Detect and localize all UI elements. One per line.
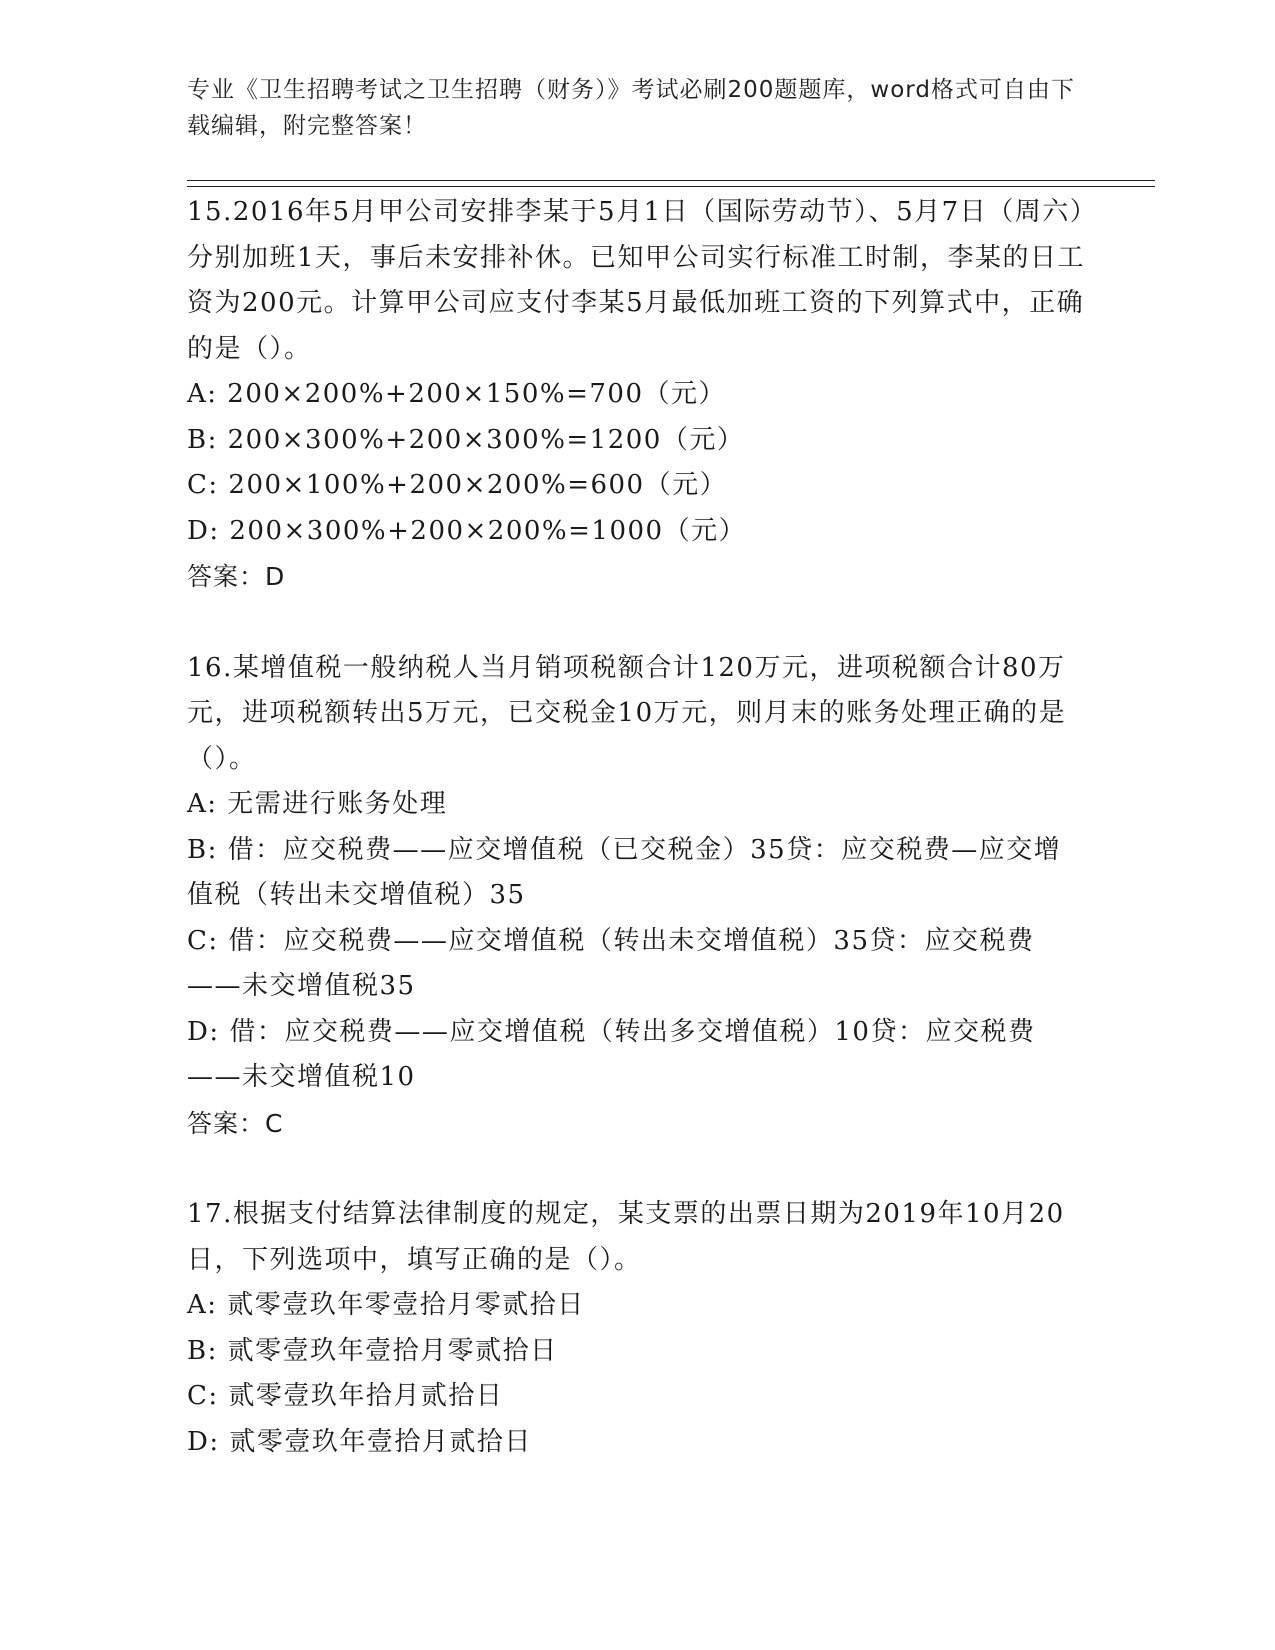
option-a: A: 贰零壹玖年零壹拾月零贰拾日: [187, 1290, 585, 1320]
question-list: [187, 190, 1087, 1465]
option-a: A: 无需进行账务处理: [187, 789, 448, 819]
question-text: 17.根据支付结算法律制度的规定，某支票的出票日期为2019年10月20日，下列选项中，填写正确的是（）。: [187, 1199, 1065, 1275]
question-17: [187, 1192, 1087, 1465]
option-d: D: 200×300%+200×200%=1000（元）: [187, 515, 747, 546]
option-d: D: 借：应交税费——应交增值税（转出多交增值税）10贷：应交税费——未交增值税10: [187, 1016, 1036, 1092]
option-c: C: 200×100%+200×200%=600（元）: [187, 470, 728, 500]
document-header: 专业《卫生招聘考试之卫生招聘（财务）》考试必刷200题题库，word格式可自由下载编辑，附完整答案！: [187, 77, 1075, 139]
answer: 答案：C: [187, 1108, 284, 1138]
option-c: C: 借：应交税费——应交增值税（转出未交增值税）35贷：应交税费——未交增值税35: [187, 925, 1035, 1001]
header-divider-bottom: [187, 186, 1155, 187]
option-b: B: 借：应交税费——应交增值税（已交税金）35贷：应交税费—应交增值税（转出未交增值税）35: [187, 834, 1062, 910]
option-a: A: 200×200%+200×150%=700（元）: [187, 379, 726, 409]
question-text: 16.某增值税一般纳税人当月销项税额合计120万元，进项税额合计80万元，进项税额转出5万元，已交税金10万元，则月末的账务处理正确的是（）。: [187, 652, 1067, 774]
header-divider-top: [187, 180, 1155, 181]
spacer: [187, 600, 1087, 646]
option-b: B: 200×300%+200×300%=1200（元）: [187, 424, 745, 455]
question-text: 15.2016年5月甲公司安排李某于5月1日（国际劳动节）、5月7日（周六）分别加班1天，事后未安排补休。已知甲公司实行标准工时制，李某的日工资为200元。计算甲公司应支付李某5月最低加班工资的下列算式中，正确的是（）。: [187, 197, 1086, 364]
option-c: C: 贰零壹玖年拾月贰拾日: [187, 1381, 504, 1411]
option-b: B: 贰零壹玖年壹拾月零贰拾日: [187, 1335, 558, 1366]
answer: 答案：D: [187, 562, 286, 591]
question-16: [187, 646, 1087, 1147]
question-15: [187, 190, 1087, 600]
spacer: [187, 1146, 1087, 1192]
option-d: D: 贰零壹玖年壹拾月贰拾日: [187, 1426, 532, 1457]
